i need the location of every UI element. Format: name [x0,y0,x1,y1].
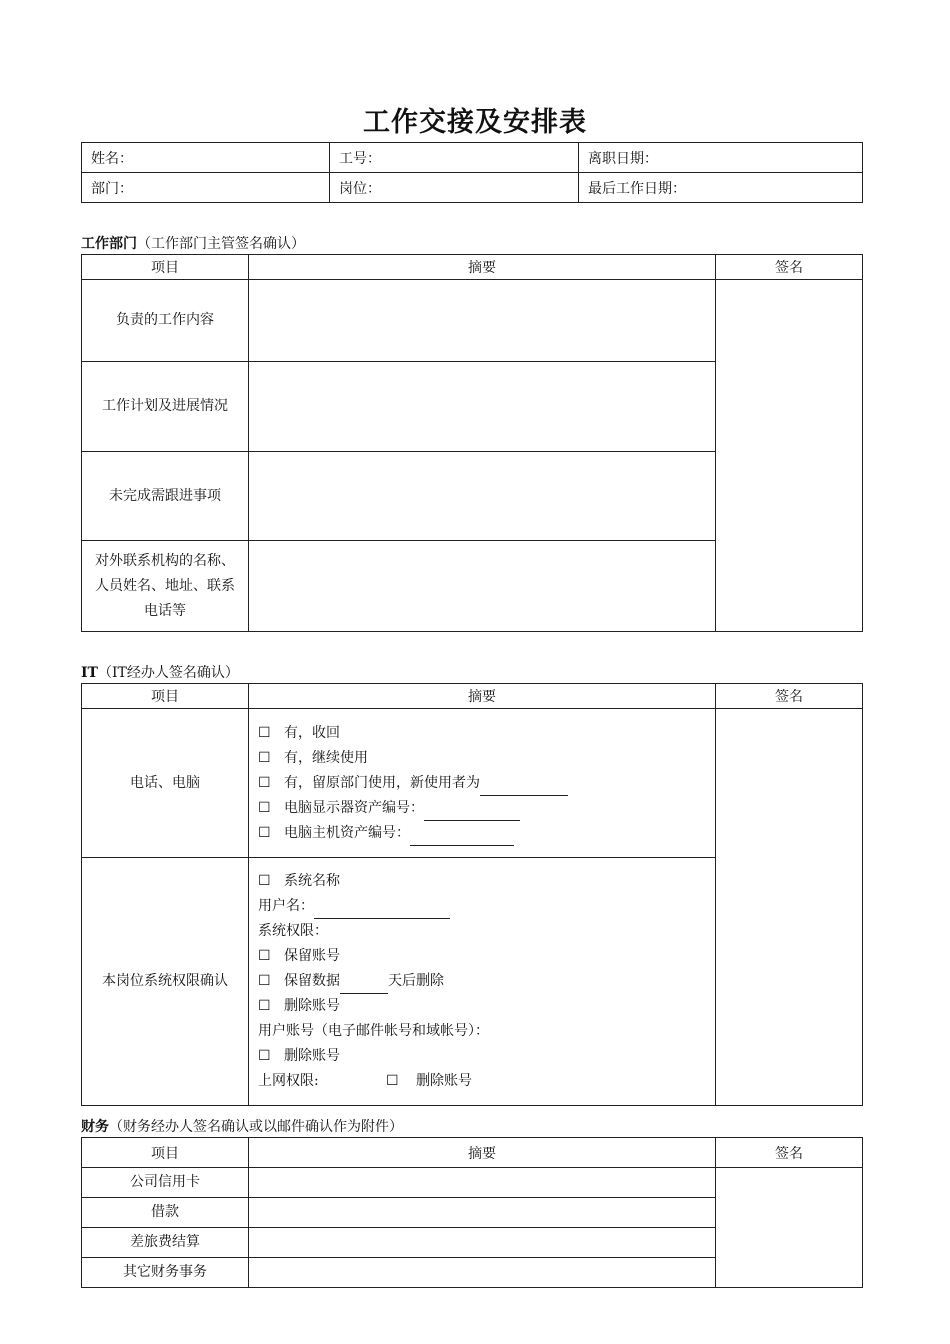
monitor-asset-blank[interactable] [424,804,520,821]
dept-item-contacts: 对外联系机构的名称、人员姓名、地址、联系电话等 [82,541,249,632]
checkbox-icon[interactable]: ☐ [258,1048,271,1064]
header-summary: 摘要 [249,255,716,280]
finance-table [81,1137,863,1288]
option-label: 用户账号（电子邮件帐号和域帐号）： [258,1023,489,1039]
name-field[interactable]: 姓名： [82,143,330,173]
dept-item-pending: 未完成需跟进事项 [82,452,249,541]
dept-summary-cell[interactable] [249,280,716,362]
it-item-phone-pc: 电话、电脑 [82,709,249,858]
dept-heading-bold: 工作部门 [81,236,137,252]
dept-section-heading [81,233,305,253]
checkbox-icon[interactable]: ☐ [258,749,271,766]
finance-heading-note: （财务经办人签名确认或以邮件确认作为附件） [109,1119,403,1135]
option-label: 有，继续使用 [284,749,368,766]
finance-item-travel: 差旅费结算 [82,1228,249,1258]
option-label: 保留数据 [284,973,340,989]
host-asset-blank[interactable] [410,829,514,846]
checkbox-icon[interactable]: ☐ [258,973,271,989]
dept-item-work-content: 负责的工作内容 [82,280,249,362]
header-summary: 摘要 [249,684,716,709]
finance-summary-cell[interactable] [249,1228,716,1258]
it-system-perm-options [249,858,716,1106]
checkbox-icon[interactable]: ☐ [258,799,271,816]
dept-sign-cell[interactable] [716,280,863,632]
dept-item-work-plan: 工作计划及进展情况 [82,362,249,452]
finance-summary-cell[interactable] [249,1198,716,1228]
it-sign-cell[interactable] [716,709,863,1106]
it-phone-pc-options [249,709,716,858]
last-work-date-field[interactable]: 最后工作日期： [579,173,863,203]
header-sign: 签名 [716,1138,863,1168]
checkbox-icon[interactable]: ☐ [258,948,271,964]
option-label: 天后删除 [388,973,444,989]
header-sign: 签名 [716,684,863,709]
option-label: 删除账号 [284,1048,340,1064]
dept-heading-note: （工作部门主管签名确认） [137,236,305,252]
checkbox-icon[interactable]: ☐ [258,724,271,741]
it-heading-note: （IT经办人签名确认） [97,665,239,681]
it-item-system-perm: 本岗位系统权限确认 [82,858,249,1106]
option-label: 删除账号 [416,1073,472,1089]
header-item: 项目 [82,255,249,280]
option-label: 系统名称 [284,873,340,889]
option-label: 删除账号 [284,998,340,1014]
dept-summary-cell[interactable] [249,541,716,632]
header-item: 项目 [82,1138,249,1168]
dept-table [81,254,863,632]
finance-item-loan: 借款 [82,1198,249,1228]
option-label: 电脑显示器资产编号： [284,799,424,816]
header-item: 项目 [82,684,249,709]
header-summary: 摘要 [249,1138,716,1168]
it-section-heading [81,662,239,682]
finance-summary-cell[interactable] [249,1258,716,1288]
option-label: 用户名： [258,898,314,914]
dept-summary-cell[interactable] [249,452,716,541]
option-label: 保留账号 [284,948,340,964]
position-field[interactable]: 岗位： [330,173,579,203]
employee-id-field[interactable]: 工号： [330,143,579,173]
checkbox-icon[interactable]: ☐ [258,998,271,1014]
option-label: 电脑主机资产编号： [284,824,410,841]
option-label: 上网权限: [258,1073,319,1089]
header-sign: 签名 [716,255,863,280]
page-title: 工作交接及安排表 [363,107,587,138]
option-label: 有，收回 [284,724,340,741]
days-blank[interactable] [340,977,388,994]
option-label: 有，留原部门使用，新使用者为 [284,774,480,791]
checkbox-icon[interactable]: ☐ [386,1073,399,1089]
department-field[interactable]: 部门： [82,173,330,203]
dept-summary-cell[interactable] [249,362,716,452]
finance-item-credit-card: 公司信用卡 [82,1168,249,1198]
finance-sign-cell[interactable] [716,1168,863,1288]
checkbox-icon[interactable]: ☐ [258,774,271,791]
it-table [81,683,863,1106]
checkbox-icon[interactable]: ☐ [258,824,271,841]
finance-summary-cell[interactable] [249,1168,716,1198]
finance-heading-bold: 财务 [81,1119,109,1135]
checkbox-icon[interactable]: ☐ [258,873,271,889]
new-user-blank[interactable] [480,779,568,796]
username-blank[interactable] [314,902,450,919]
leave-date-field[interactable]: 离职日期： [579,143,863,173]
it-heading-bold: IT [81,665,98,681]
employee-info-table [81,142,863,203]
finance-section-heading [81,1116,403,1136]
option-label: 系统权限： [258,923,328,939]
finance-item-other: 其它财务事务 [82,1258,249,1288]
